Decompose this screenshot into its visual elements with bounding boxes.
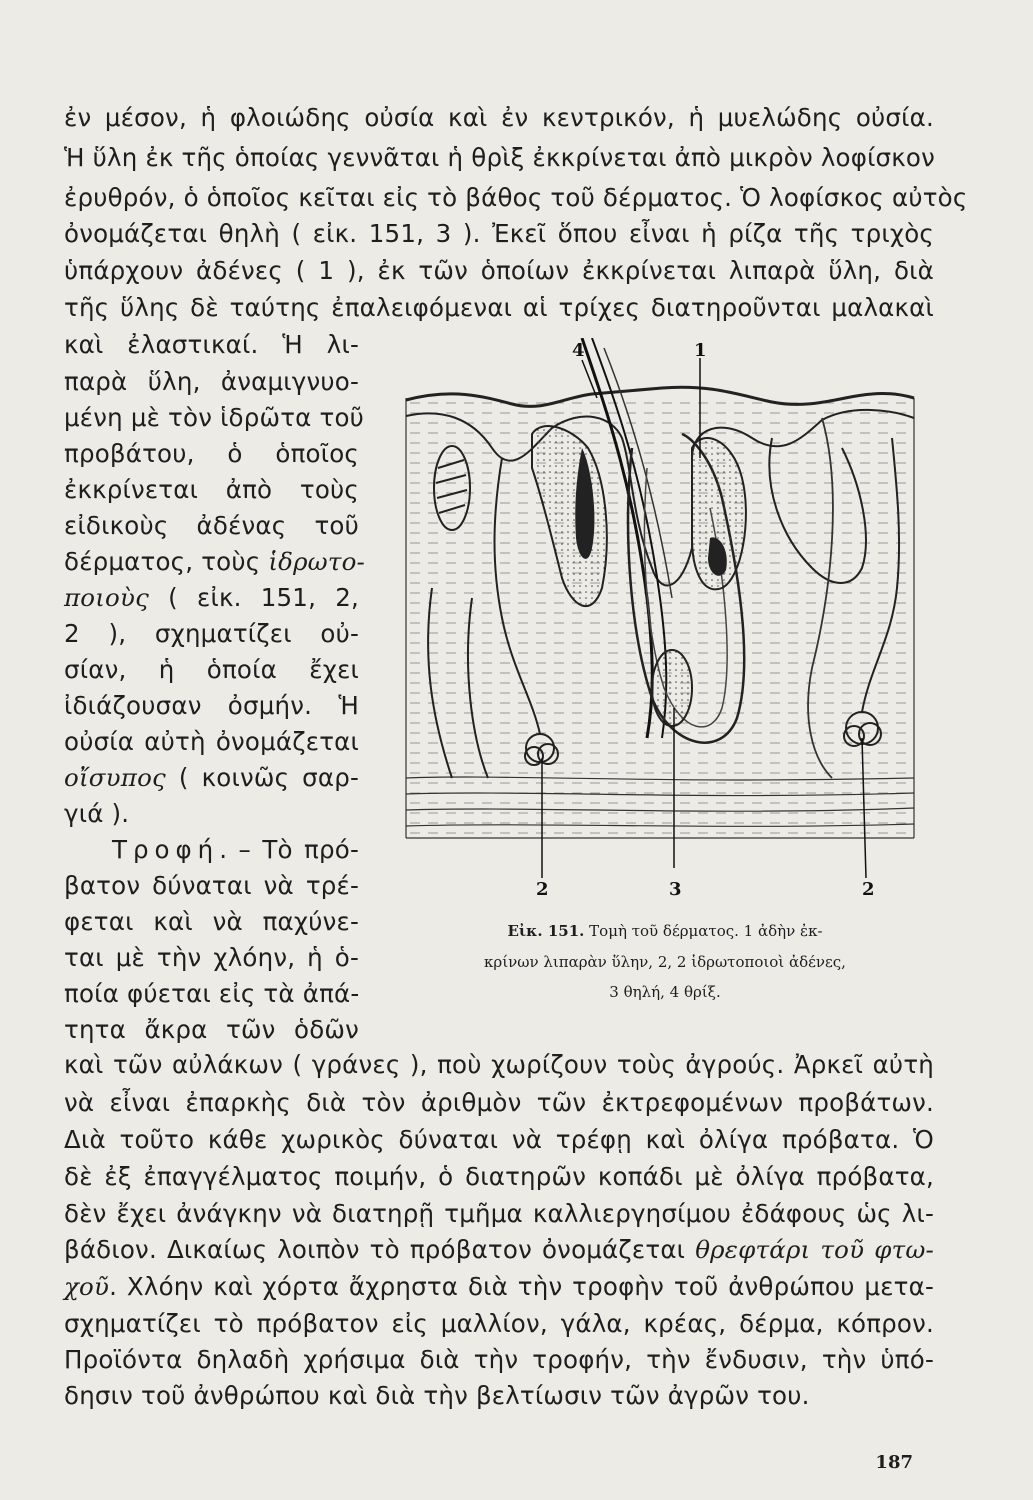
text-line: Προϊόντα δηλαδὴ χρήσιμα διὰ τὴν τροφήν, τὴν ἔνδυσιν, τὴν ὑπό- — [64, 1345, 934, 1374]
text-line: μένη μὲ τὸν ἱδρῶτα τοῦ — [64, 403, 365, 432]
text-segment: δέρματος, τοὺς — [64, 547, 269, 576]
text-line: Ἡ ὕλη ἐκ τῆς ὁποίας γεννᾶται ἡ θρὶξ ἐκκρίνεται ἀπὸ μικρὸν λοφίσκον — [64, 143, 935, 172]
text-line: ἐκκρίνεται ἀπὸ τοὺς — [64, 475, 359, 504]
text-line: προβάτου, ὁ ὁποῖος — [64, 439, 359, 468]
text-line: καὶ τῶν αὐλάκων ( γράνες ), ποὺ χωρίζουν τοὺς ἀγρούς. Ἀρκεῖ αὐτὴ — [64, 1050, 934, 1079]
label-sweat-gland-left: 2 — [536, 879, 549, 898]
text-line: ἐν μέσον, ἡ φλοιώδης οὐσία καὶ ἐν κεντρικόν, ἡ μυελώδης οὐσία. — [64, 103, 934, 132]
skin-section-figure — [392, 338, 924, 898]
text-line: σχηματίζει τὸ πρόβατον εἰς μαλλίον, γάλα, κρέας, δέρμα, κόπρον. — [64, 1309, 934, 1338]
text-line: ποία φύεται εἰς τὰ ἀπά- — [64, 979, 360, 1008]
skin-section-illustration — [392, 338, 924, 898]
text-line: Διὰ τοῦτο κάθε χωρικὸς δύναται νὰ τρέφῃ καὶ ὀλίγα πρόβατα. Ὁ — [64, 1125, 934, 1154]
text-line: βατον δύναται νὰ τρέ- — [64, 871, 359, 900]
text-line: δὲν ἔχει ἀνάγκην νὰ διατηρῇ τμῆμα καλλιεργησίμου ἐδάφους ὡς λι- — [64, 1199, 934, 1228]
text-line — [64, 1272, 934, 1302]
figure-caption-line — [425, 920, 905, 943]
text-line: οὐσία αὐτὴ ὀνομάζεται — [64, 727, 359, 756]
text-line: ὑπάρχουν ἀδένες ( 1 ), ἐκ τῶν ὁποίων ἐκκρίνεται λιπαρὰ ὕλη, διὰ — [64, 256, 934, 285]
text-line: ται μὲ τὴν χλόην, ἡ ὁ- — [64, 943, 359, 972]
text-line: εἰδικοὺς ἀδένας τοῦ — [64, 511, 359, 540]
text-line — [64, 763, 359, 793]
text-line: παρὰ ὕλη, ἀναμιγνυο- — [64, 367, 359, 396]
text-line: ἐρυθρόν, ὁ ὁποῖος κεῖται εἰς τὸ βάθος τοῦ δέρματος. Ὁ λοφίσκος αὐτὸς — [64, 183, 968, 212]
section-heading: Τροφή — [112, 835, 220, 864]
page-number: 187 — [875, 1452, 913, 1473]
text-line: γιά ). — [64, 799, 130, 828]
text-segment: . Χλόην καὶ χόρτα ἄχρηστα διὰ τὴν τροφὴν τοῦ ἀνθρώπου μετα- — [109, 1272, 934, 1301]
text-line: ὀνομάζεται θηλὴ ( εἰκ. 151, 3 ). Ἐκεῖ ὅπου εἶναι ἡ ρίζα τῆς τριχὸς — [64, 219, 934, 248]
label-sweat-gland-right: 2 — [862, 879, 875, 898]
text-line: νὰ εἶναι ἐπαρκὴς διὰ τὸν ἀριθμὸν τῶν ἐκτρεφομένων προβάτων. — [64, 1088, 934, 1117]
text-line — [64, 547, 366, 577]
italic-term: οἴσυπος — [64, 763, 166, 792]
text-line: δησιν τοῦ ἀνθρώπου καὶ διὰ τὴν βελτίωσιν τῶν ἀγρῶν του. — [64, 1381, 810, 1410]
label-hair-number: 4 — [572, 340, 585, 361]
text-line — [64, 583, 359, 613]
text-line: τῆς ὕλης δὲ ταύτης ἐπαλειφόμεναι αἱ τρίχες διατηροῦνται μαλακαὶ — [64, 293, 934, 322]
text-line — [64, 1235, 934, 1265]
figure-caption-line: κρίνων λιπαρὰν ὕλην, 2, 2 ἱδρωτοποιοὶ ἀδένες, — [484, 953, 846, 971]
text-segment: ( εἰκ. 151, 2, — [149, 583, 359, 612]
text-segment: . – Τὸ πρό- — [219, 835, 359, 864]
text-segment: ( κοινῶς σαρ- — [165, 763, 359, 792]
text-line: φεται καὶ νὰ παχύνε- — [64, 907, 359, 936]
text-line: 2 ), σχηματίζει οὐ- — [64, 619, 359, 648]
text-segment: βάδιον. Δικαίως λοιπὸν τὸ πρόβατον ὀνομάζεται — [64, 1235, 696, 1264]
text-line: σίαν, ἡ ὁποία ἔχει — [64, 655, 359, 684]
text-line: τητα ἄκρα τῶν ὁδῶν — [64, 1015, 359, 1044]
label-gland-number: 1 — [694, 340, 707, 361]
label-papilla-number: 3 — [669, 879, 682, 898]
figure-caption-text: Τομὴ τοῦ δέρματος. 1 ἀδὴν ἐκ- — [584, 922, 823, 940]
text-line — [64, 835, 359, 865]
text-line: ἰδιάζουσαν ὀσμήν. Ἡ — [64, 691, 359, 720]
italic-term: ἱδρωτο- — [268, 547, 366, 576]
italic-term: θρεφτάρι τοῦ φτω- — [695, 1235, 935, 1264]
italic-term: χοῦ — [64, 1272, 110, 1301]
figure-caption-line: 3 θηλή, 4 θρίξ. — [609, 983, 721, 1001]
text-line: δὲ ἐξ ἐπαγγέλματος ποιμήν, ὁ διατηρῶν κοπάδι μὲ ὀλίγα πρόβατα, — [64, 1162, 934, 1191]
italic-term: ποιοὺς — [64, 583, 150, 612]
figure-caption-prefix: Εἰκ. 151. — [507, 922, 585, 940]
text-line: καὶ ἐλαστικαί. Ἡ λι- — [64, 330, 359, 359]
